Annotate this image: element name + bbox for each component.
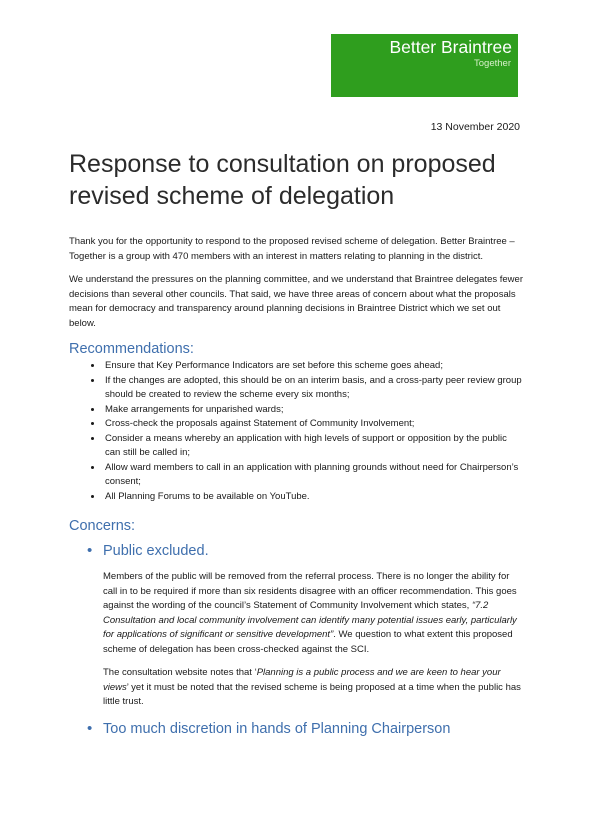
list-item: • Consider a means whereby an application with high levels of support or opposition by the public can still be called in; [103,432,524,461]
text-run: The consultation website notes that ‘ [103,667,257,678]
intro-paragraph: Thank you for the opportunity to respond to the proposed revised scheme of delegation. Better Braintree – Together is a group with 470 members with an interest in matters relating to planning in the district. [69,236,515,262]
concern-title: Too much discretion in hands of Planning Chairperson [103,720,451,737]
concern-body [103,570,524,710]
text-run: . We question to what extent this proposed scheme of delegation has been cross-checked against the SCI. [103,629,513,655]
quote: “7.2 Consultation and local community involvement can identify many potential issues early, particularly for applications of significant or sensitive development” [103,600,517,640]
text-run: Members of the public will be removed from the referral process. There is no longer the ability for call in to be required if more than six residents disagree with an officer recommendation. This goes against the wording of the council’s Statement of Community Involvement which states, [103,571,517,611]
concern-title: Public excluded. [103,543,209,559]
concern-item [87,719,524,739]
list-item: • If the changes are adopted, this should be on an interim basis, and a cross-party peer review group should be created to review the scheme every six months; [103,374,524,403]
list-item: • Allow ward members to call in an application with planning grounds without need for Chairperson’s consent; [103,461,524,490]
logo-title: Better Braintree [389,37,512,57]
document-body [69,235,524,748]
recommendations-heading: Recommendations: [69,341,194,357]
logo-subtitle: Together [474,58,511,69]
logo [331,34,518,97]
document-date: 13 November 2020 [430,121,520,133]
text-run: ’ yet it must be noted that the revised scheme is being proposed at a time when the public has little trust. [103,681,521,707]
concern-paragraph [103,570,524,657]
quote: Planning is a public process and we are keen to hear your views [103,667,501,693]
document-title: Response to consultation on proposed revised scheme of delegation [69,150,496,210]
list-item: • Cross-check the proposals against Statement of Community Involvement; [103,417,524,432]
list-item: • Make arrangements for unparished wards; [103,403,524,418]
concerns-list [69,541,524,739]
concerns-heading: Concerns: [69,518,136,534]
concern-paragraph [103,666,524,710]
list-item: • Ensure that Key Performance Indicators are set before this scheme goes ahead; [103,359,524,374]
bullet-icon: • [87,542,93,559]
bullet-icon: • [87,719,93,737]
list-item: • All Planning Forums to be available on YouTube. [103,490,524,505]
recommendations-list [69,359,524,504]
concern-item [87,541,524,710]
intro-paragraph: We understand the pressures on the planning committee, and we understand that Braintree delegates fewer decisions than several other councils. That said, we have three areas of concern about what the proposals mean for democracy and transparency around planning decisions in Braintree District which we set out below. [69,274,523,329]
